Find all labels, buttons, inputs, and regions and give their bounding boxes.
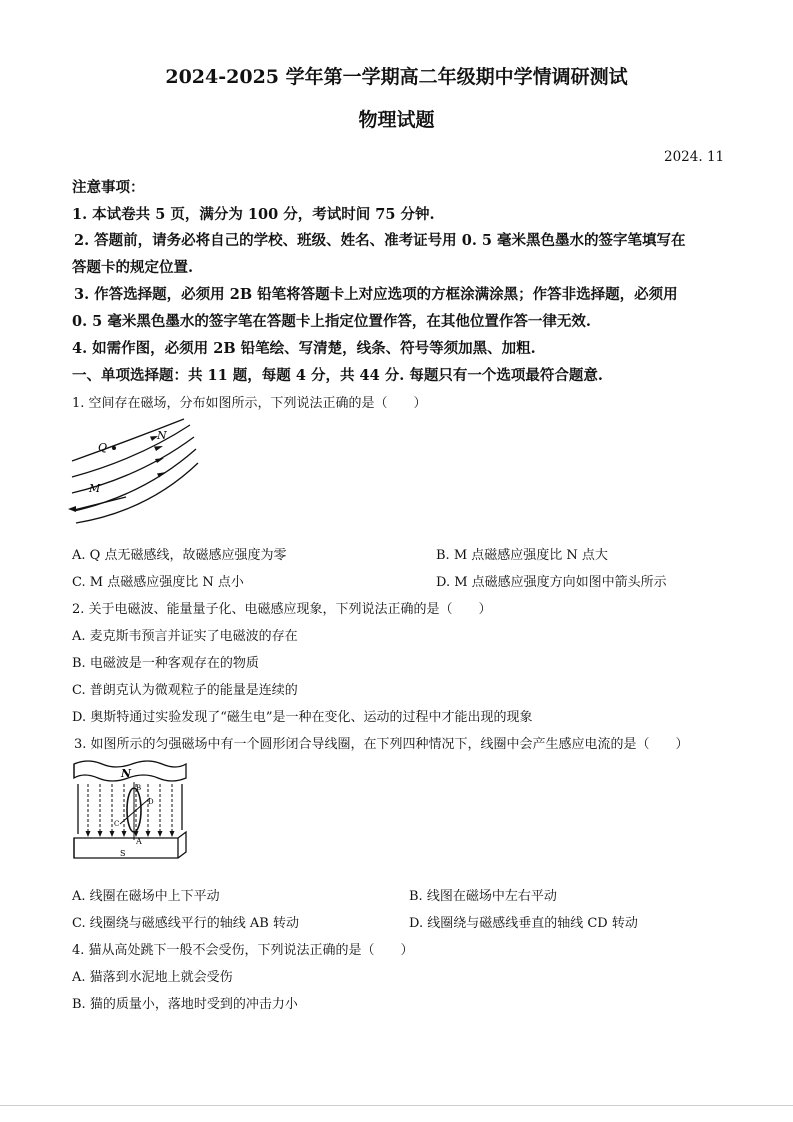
section-heading: 一、单项选择题：共 11 题，每题 4 分，共 44 分. 每题只有一个选项最符合题意. (72, 367, 603, 384)
notes-heading: 注意事项： (72, 179, 145, 196)
label-n: N (157, 429, 167, 442)
arrow-icon (155, 458, 164, 463)
option-c: C. M 点磁感应强度比 N 点小 (72, 575, 244, 590)
exam-date: 2024. 11 (664, 149, 725, 165)
arrow-icon (68, 506, 76, 512)
option-c: C. 线圈绕与磁感线平行的轴线 AB 转动 (72, 916, 299, 931)
note-item: 2. 答题前，请务必将自己的学校、班级、姓名、准考证号用 0. 5 毫米黑色墨水的签字笔填写在 (74, 232, 686, 249)
option-d: D. 奥斯特通过实验发现了“磁生电”是一种在变化、运动的过程中才能出现的现象 (72, 710, 533, 725)
option-c: C. 普朗克认为微观粒子的能量是连续的 (72, 683, 298, 698)
page-bottom-divider (0, 1105, 793, 1106)
note-item: 4. 如需作图，必须用 2B 铅笔绘、写清楚，线条、符号等须加黑、加粗. (72, 340, 536, 357)
option-b: B. 猫的质量小，落地时受到的冲击力小 (72, 997, 298, 1012)
option-b: B. 电磁波是一种客观存在的物质 (72, 656, 259, 671)
label-b: B (136, 784, 142, 792)
m-direction-arrow (74, 497, 126, 510)
south-pole-block (74, 832, 186, 858)
label-d: D (148, 798, 154, 806)
question-2-stem: 2. 关于电磁波、能量量子化、电磁感应现象，下列说法正确的是（ ） (72, 602, 492, 617)
option-d: D. M 点磁感应强度方向如图中箭头所示 (436, 575, 667, 590)
option-d: D. 线圈绕与磁感线垂直的轴线 CD 转动 (409, 916, 638, 931)
arrow-icon (154, 446, 163, 451)
point-q-dot (112, 446, 116, 450)
label-n: N (121, 767, 132, 780)
option-b: B. M 点磁感应强度比 N 点大 (436, 548, 608, 563)
note-item: 答题卡的规定位置. (72, 259, 194, 276)
magnetic-field-figure (68, 415, 198, 530)
arrow-icon (170, 831, 175, 837)
arrow-icon (110, 831, 115, 837)
label-q: Q (98, 441, 108, 454)
uniform-field-coil-figure (72, 756, 190, 868)
option-a: A. 麦克斯韦预言并证实了电磁波的存在 (72, 629, 298, 644)
label-c: C (114, 820, 120, 828)
note-item: 3. 作答选择题，必须用 2B 铅笔将答题卡上对应选项的方框涂满涂黑；作答非选择题，必须用 (74, 286, 678, 303)
arrow-icon (86, 831, 91, 837)
option-a: A. 线圈在磁场中上下平动 (72, 889, 220, 904)
page-title: 2024-2025 学年第一学期高二年级期中学情调研测试 (165, 66, 628, 88)
arrow-icon (122, 831, 127, 837)
label-m: M (89, 482, 101, 495)
option-a: A. Q 点无磁感线，故磁感应强度为零 (72, 548, 287, 563)
option-b: B. 线图在磁场中左右平动 (409, 889, 557, 904)
label-a: A (136, 837, 142, 846)
note-item: 0. 5 毫米黑色墨水的签字笔在答题卡上指定位置作答，在其他位置作答一律无效. (72, 313, 591, 330)
question-3-stem: 3. 如图所示的匀强磁场中有一个圆形闭合导线圈，在下列四种情况下，线圈中会产生感应电流的是（ ） (74, 737, 689, 752)
label-s: S (120, 849, 126, 858)
option-a: A. 猫落到水泥地上就会受伤 (72, 970, 233, 985)
arrow-icon (158, 831, 163, 837)
subject-title: 物理试题 (358, 109, 435, 131)
arrow-icon (146, 831, 151, 837)
question-4-stem: 4. 猫从高处跳下一般不会受伤，下列说法正确的是（ ） (72, 943, 414, 958)
arrow-icon (98, 831, 103, 837)
note-item: 1. 本试卷共 5 页，满分为 100 分，考试时间 75 分钟. (72, 206, 435, 223)
question-1-stem: 1. 空间存在磁场，分布如图所示，下列说法正确的是（ ） (72, 396, 427, 411)
